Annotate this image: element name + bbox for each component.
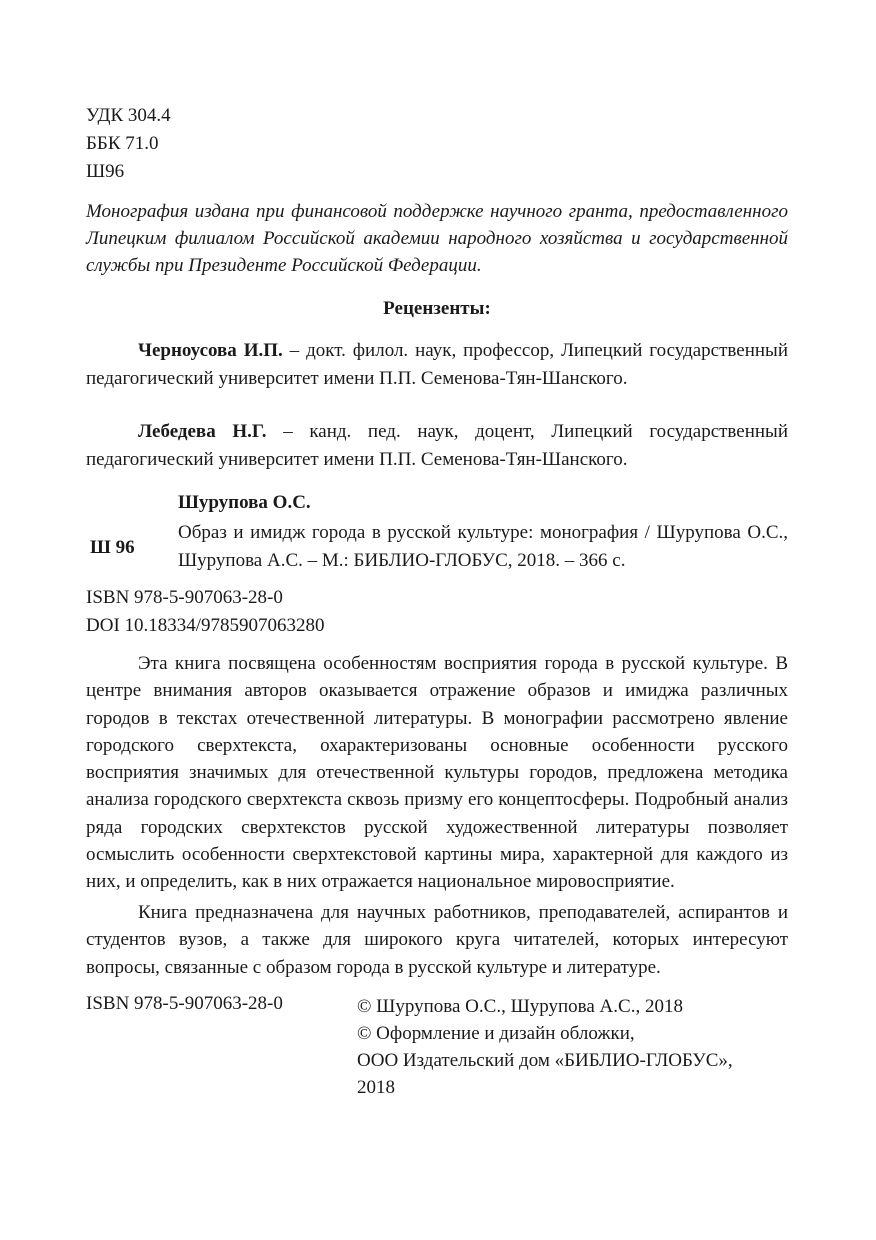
- reviewer-name: Черноусова И.П.: [138, 340, 283, 361]
- reviewers-title: Рецензенты:: [383, 298, 491, 319]
- bbk-code: ББК 71.0: [86, 133, 159, 154]
- classification-codes: [86, 102, 171, 186]
- udk-code: УДК 304.4: [86, 105, 171, 126]
- bibliographic-description: Образ и имидж города в русской культуре: монография / Шурупова О.С., Шурупова А.С. – М.: БИБЛИО-ГЛОБУС, 2018. – 366 с.: [178, 522, 788, 571]
- author-mark: Ш96: [86, 161, 125, 182]
- abstract-paragraph: Эта книга посвящена особенностям восприятия города в русской культуре. В центре внимания авторов оказывается отражение образов и имиджа различных городов в текстах отечественной литературы. В монографии рассмотрено явление городского сверхтекста, охарактеризованы основные особенности русского восприятия значимых для отечественной культуры городов, предложена методика анализа городского сверхтекста сквозь призму его концептосферы. Подробный анализ ряда городских сверхтекстов русской художественной литературы позволяет осмыслить особенности сверхтекстовой картины мира, характерной для каждого из них, и определить, как в них отражается национальное мировосприятие.: [86, 653, 788, 893]
- copyright-line: 2018: [357, 1077, 395, 1098]
- isbn: ISBN 978-5-907063-28-0: [86, 587, 283, 608]
- reviewer-description: – канд. пед. наук, доцент, Липецкий государственный педагогический университет имени П.П. Семенова-Тян-Шанского.: [86, 421, 788, 470]
- grant-note: Монография издана при финансовой поддержке научного гранта, предоставленного Липецким филиалом Российской академии народного хозяйства и государственной службы при Президенте Российской Федерации.: [86, 201, 788, 276]
- copyright-line: ООО Издательский дом «БИБЛИО-ГЛОБУС»,: [357, 1050, 733, 1071]
- copyright-line: © Шурупова О.С., Шурупова А.С., 2018: [357, 996, 683, 1017]
- abstract-paragraph: Книга предназначена для научных работников, преподавателей, аспирантов и студентов вузов, а также для широкого круга читателей, которых интересуют вопросы, связанные с образом города в русской культуре и литературе.: [86, 902, 788, 978]
- call-code: Ш 96: [90, 537, 135, 558]
- reviewer-entry: [86, 337, 788, 393]
- reviewer-entry: [86, 418, 788, 474]
- reviewer-description: – докт. филол. наук, профессор, Липецкий государственный педагогический университет имени П.П. Семенова-Тян-Шанского.: [86, 340, 788, 389]
- bibliographic-author: Шурупова О.С.: [178, 492, 311, 513]
- copyright-line: © Оформление и дизайн обложки,: [357, 1023, 635, 1044]
- reviewer-name: Лебедева Н.Г.: [138, 421, 267, 442]
- copyright-block: [357, 993, 733, 1101]
- doi: DOI 10.18334/9785907063280: [86, 615, 325, 636]
- identifiers: [86, 584, 325, 640]
- footer-isbn: ISBN 978-5-907063-28-0: [86, 993, 283, 1014]
